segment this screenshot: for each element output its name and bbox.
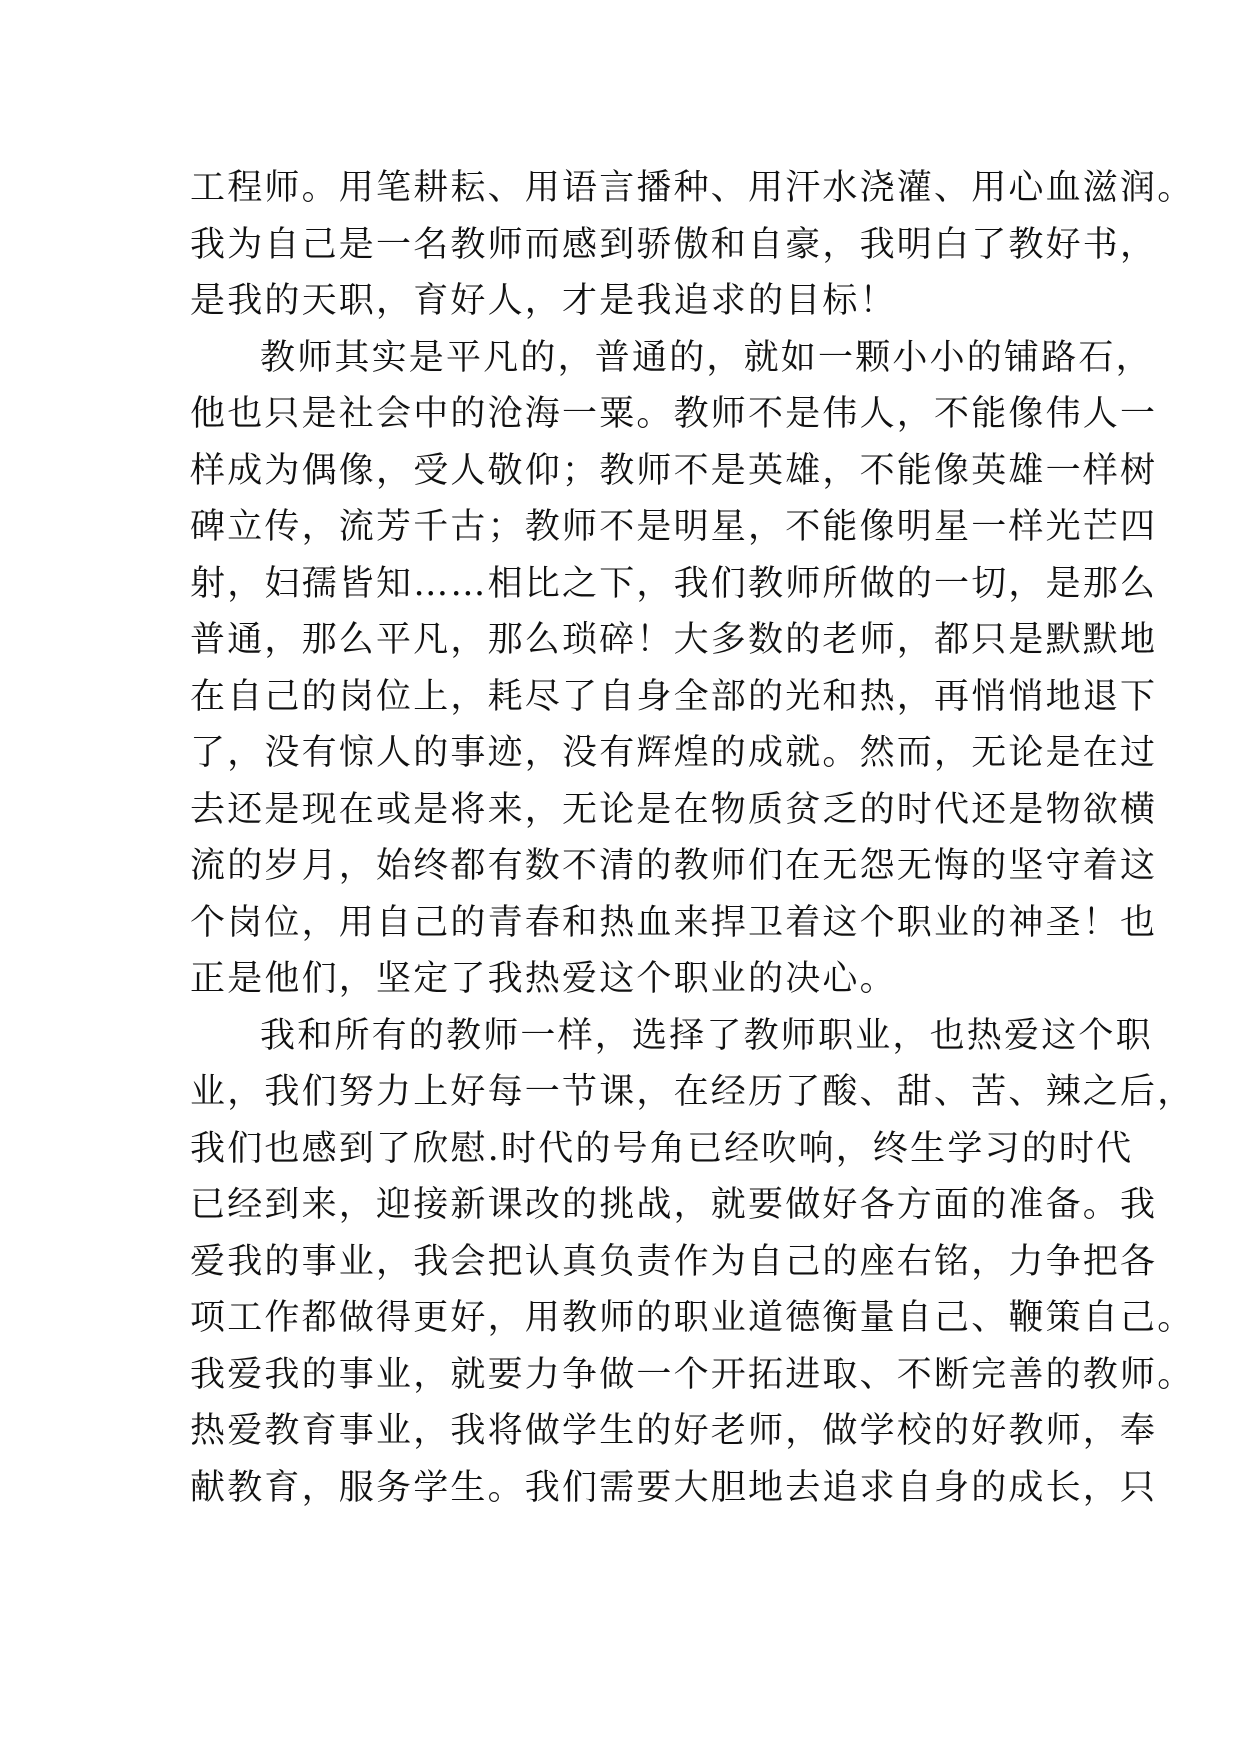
body-text (190, 160, 1195, 1516)
text-line: 去还是现在或是将来，无论是在物质贫乏的时代还是物欲横 (190, 789, 1158, 830)
text-line: 个岗位，用自己的青春和热血来捍卫着这个职业的神圣！也 (190, 902, 1158, 943)
text-line: 样成为偶像，受人敬仰；教师不是英雄，不能像英雄一样树 (190, 450, 1158, 491)
text-line: 我们也感到了欣慰.时代的号角已经吹响，终生学习的时代 (190, 1128, 1134, 1169)
text-line: 业，我们努力上好每一节课，在经历了酸、甜、苦、辣之后， (190, 1072, 1195, 1112)
text-line: 是我的天职，育好人，才是我追求的目标！ (190, 281, 897, 321)
text-line: 碑立传，流芳千古；教师不是明星，不能像明星一样光芒四 (190, 507, 1158, 547)
paragraph-first-line: 教师其实是平凡的，普通的，就如一颗小小的铺路石， (260, 337, 1153, 378)
text-line: 射，妇孺皆知……相比之下，我们教师所做的一切，是那么 (190, 563, 1158, 604)
text-line: 在自己的岗位上，耗尽了自身全部的光和热，再悄悄地退下 (190, 676, 1158, 717)
text-line: 了，没有惊人的事迹，没有辉煌的成就。然而，无论是在过 (190, 733, 1158, 773)
text-line: 我为自己是一名教师而感到骄傲和自豪，我明白了教好书， (190, 224, 1158, 265)
paragraph-first-line: 我和所有的教师一样，选择了教师职业，也热爱这个职 (260, 1015, 1153, 1056)
text-line: 热爱教育事业，我将做学生的好老师，做学校的好教师，奉 (190, 1411, 1158, 1451)
text-line: 已经到来，迎接新课改的挑战，就要做好各方面的准备。我 (190, 1185, 1158, 1225)
text-line: 工程师。用笔耕耘、用语言播种、用汗水浇灌、用心血滋润。 (190, 168, 1195, 208)
text-line: 普通，那么平凡，那么琐碎！大多数的老师，都只是默默地 (190, 620, 1158, 660)
text-line: 献教育，服务学生。我们需要大胆地去追求自身的成长，只 (190, 1467, 1158, 1508)
text-line: 正是他们，坚定了我热爱这个职业的决心。 (190, 959, 897, 999)
text-line: 他也只是社会中的沧海一粟。教师不是伟人，不能像伟人一 (190, 394, 1158, 434)
text-line: 流的岁月，始终都有数不清的教师们在无怨无悔的坚守着这 (190, 846, 1158, 886)
text-line: 爱我的事业，我会把认真负责作为自己的座右铭，力争把各 (190, 1241, 1158, 1282)
text-line: 我爱我的事业，就要力争做一个开拓进取、不断完善的教师。 (190, 1354, 1195, 1395)
text-line: 项工作都做得更好，用教师的职业道德衡量自己、鞭策自己。 (190, 1298, 1195, 1338)
